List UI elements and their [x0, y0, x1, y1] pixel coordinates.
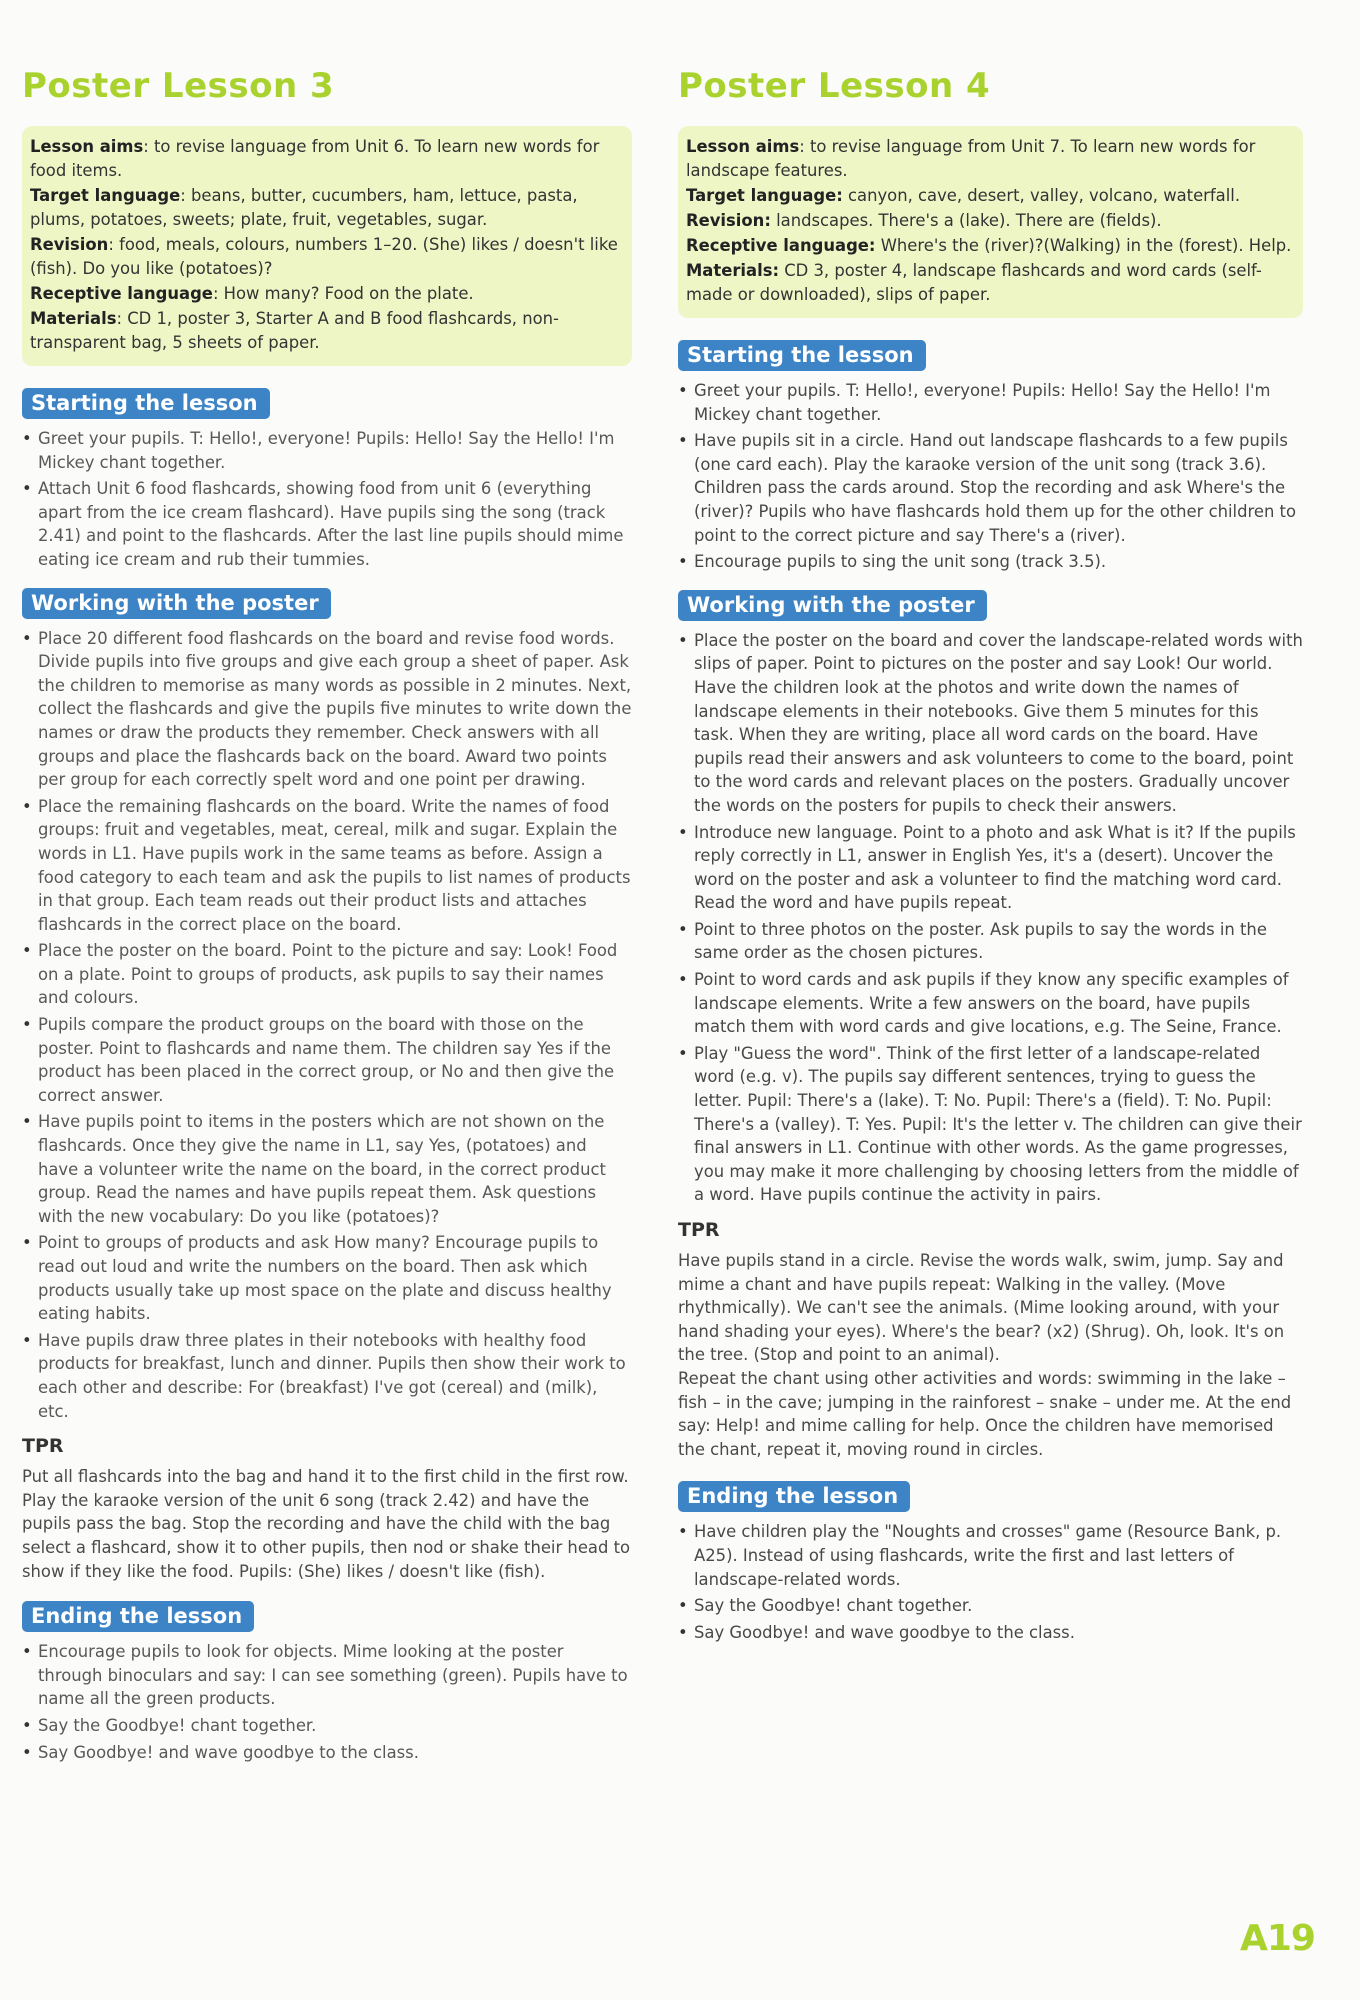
list-item: • Attach Unit 6 food flashcards, showing food from unit 6 (everything apart from the ice cream flashcard). Have pupils sing the song (track 2.41) and point to the flashcards. After the last line pupils should mime eating ice cream and rub their tummies.	[22, 477, 632, 571]
tpr-paragraph: Repeat the chant using other activities and words: swimming in the lake – fish – in the cave; jumping in the rainforest – snake – under me. At the end say: Help! and mime calling for help. Once the children have memorised the chant, repeat it, moving round in circles.	[678, 1368, 1292, 1459]
list-item: • Introduce new language. Point to a photo and ask What is it? If the pupils reply correctly in L1, answer in English Yes, it's a (desert). Uncover the word on the poster and ask a volunteer to find the matching word card. Read the word and have pupils repeat.	[678, 821, 1303, 915]
list-item: • Say the Goodbye! chant together.	[678, 1594, 1303, 1618]
target-text: canyon, cave, desert, valley, volcano, waterfall.	[842, 186, 1241, 205]
materials-label: Materials	[30, 309, 117, 328]
section-heading: Starting the lesson	[678, 340, 926, 371]
lesson-4-working-section	[678, 590, 1303, 1207]
list-item: • Greet your pupils. T: Hello!, everyone! Pupils: Hello! Say the Hello! I'm Mickey chant together.	[22, 427, 632, 474]
revision-text: : food, meals, colours, numbers 1–20. (She) likes / doesn't like (fish). Do you like (potatoes)?	[30, 235, 618, 278]
aims-text: : to revise language from Unit 7. To learn new words for landscape features.	[686, 137, 1256, 180]
list-item: • Encourage pupils to look for objects. Mime looking at the poster through binoculars and say: I can see something (green). Pupils have to name all the green products.	[22, 1640, 632, 1711]
section-heading: Working with the poster	[22, 588, 331, 619]
list-item: • Point to groups of products and ask How many? Encourage pupils to read out loud and write the numbers on the board. Then ask which products usually take up most space on the plate and discuss healthy eating habits.	[22, 1231, 632, 1325]
lesson-3-tpr-section	[22, 1433, 632, 1583]
aims-label: Lesson aims	[30, 137, 144, 156]
list-item: • Say Goodbye! and wave goodbye to the class.	[678, 1621, 1303, 1645]
target-label: Target language:	[686, 186, 843, 205]
list-item: • Pupils compare the product groups on the board with those on the poster. Point to flashcards and name them. The children say Yes if the product has been placed in the correct group, or No and then give the correct answer.	[22, 1013, 632, 1107]
list-item: • Place the remaining flashcards on the board. Write the names of food groups: fruit and vegetables, meat, cereal, milk and sugar. Explain the words in L1. Have pupils work in the same teams as before. Assign a food category to each team and ask the pupils to list names of products in that group. Each team reads out their product lists and attaches flashcards in the correct place on the board.	[22, 795, 632, 937]
list-item: • Say Goodbye! and wave goodbye to the class.	[22, 1741, 632, 1765]
tpr-heading: TPR	[22, 1435, 64, 1458]
aims-text: : to revise language from Unit 6. To learn new words for food items.	[30, 137, 600, 180]
target-text: : beans, butter, cucumbers, ham, lettuce, pasta, plums, potatoes, sweets; plate, fruit, vegetables, sugar.	[30, 186, 578, 229]
materials-label: Materials:	[686, 261, 780, 280]
receptive-label: Receptive language	[30, 284, 213, 303]
bullet-list	[22, 1640, 632, 1764]
lesson-4-tpr-section	[678, 1217, 1303, 1461]
list-item: • Encourage pupils to sing the unit song (track 3.5).	[678, 550, 1303, 574]
materials-text: CD 3, poster 4, landscape flashcards and word cards (self-made or downloaded), slips of paper.	[686, 261, 1262, 304]
list-item: • Have children play the "Noughts and crosses" game (Resource Bank, p. A25). Instead of using flashcards, write the first and last letters of landscape-related words.	[678, 1520, 1303, 1591]
target-label: Target language	[30, 186, 181, 205]
bullet-list	[22, 627, 632, 1424]
list-item: • Place the poster on the board and cover the landscape-related words with slips of paper. Point to pictures on the poster and say Look! Our world. Have the children look at the photos and write down the names of landscape elements in their notebooks. Give them 5 minutes for this task. When they are writing, place all word cards on the board. Have pupils read their answers and ask volunteers to come to the board, point to the word cards and relevant places on the posters. Gradually uncover the words on the posters for pupils to check their answers.	[678, 629, 1303, 818]
lesson-3-aims-box	[22, 126, 632, 366]
lesson-4-column	[678, 0, 1303, 1647]
bullet-list	[22, 427, 632, 572]
receptive-text: Where's the (river)?(Walking) in the (forest). Help.	[875, 236, 1292, 255]
lesson-3-title: Poster Lesson 3	[22, 66, 335, 106]
list-item: • Play "Guess the word". Think of the first letter of a landscape-related word (e.g. v). The pupils say different sentences, trying to guess the letter. Pupil: There's a (lake). T: No. Pupil: There's a (field). T: No. Pupil: There's a (valley). T: Yes. Pupil: It's the letter v. The children can give their final answers in L1. Continue with other words. As the game progresses, you may make it more challenging by choosing letters from the middle of a word. Have pupils continue the activity in pairs.	[678, 1042, 1303, 1207]
list-item: • Greet your pupils. T: Hello!, everyone! Pupils: Hello! Say the Hello! I'm Mickey chant together.	[678, 379, 1303, 426]
section-heading: Starting the lesson	[22, 388, 270, 419]
section-heading: Ending the lesson	[678, 1481, 910, 1512]
lesson-3-starting-section	[22, 388, 632, 572]
list-item: • Have pupils sit in a circle. Hand out landscape flashcards to a few pupils (one card each). Play the karaoke version of the unit song (track 3.6). Children pass the cards around. Stop the recording and ask Where's the (river)? Pupils who have flashcards hold them up for the other children to point to the correct picture and say There's a (river).	[678, 429, 1303, 547]
section-heading: Working with the poster	[678, 590, 987, 621]
lesson-4-starting-section	[678, 340, 1303, 574]
lesson-4-ending-section	[678, 1481, 1303, 1644]
bullet-list	[678, 1520, 1303, 1644]
list-item: • Point to word cards and ask pupils if they know any specific examples of landscape elements. Write a few answers on the board, have pupils match them with word cards and give locations, e.g. The Seine, France.	[678, 968, 1303, 1039]
section-heading: Ending the lesson	[22, 1601, 254, 1632]
aims-label: Lesson aims	[686, 137, 800, 156]
list-item: • Place 20 different food flashcards on the board and revise food words. Divide pupils into five groups and give each group a sheet of paper. Ask the children to memorise as many words as possible in 2 minutes. Next, collect the flashcards and give the pupils five minutes to write down the names or draw the products they remember. Check answers with all groups and place the flashcards back on the board. Award two points per group for each correctly spelt word and one point per drawing.	[22, 627, 632, 792]
revision-text: landscapes. There's a (lake). There are (fields).	[770, 211, 1162, 230]
bullet-list	[678, 379, 1303, 574]
lesson-3-working-section	[22, 588, 632, 1424]
page-number: A19	[1240, 1918, 1315, 1959]
list-item: • Have pupils draw three plates in their notebooks with healthy food products for breakfast, lunch and dinner. Pupils then show their work to each other and describe: For (breakfast) I've got (cereal) and (milk), etc.	[22, 1329, 632, 1423]
list-item: • Have pupils point to items in the posters which are not shown on the flashcards. Once they give the name in L1, say Yes, (potatoes) and have a volunteer write the name on the board, in the correct product group. Read the names and have pupils repeat them. Ask questions with the new vocabulary: Do you like (potatoes)?	[22, 1110, 632, 1228]
tpr-text	[22, 1465, 632, 1583]
receptive-text: : How many? Food on the plate.	[212, 284, 474, 303]
bullet-list	[678, 629, 1303, 1207]
list-item: • Say the Goodbye! chant together.	[22, 1714, 632, 1738]
tpr-heading: TPR	[678, 1219, 720, 1241]
lesson-3-column	[22, 0, 632, 1767]
list-item: • Point to three photos on the poster. Ask pupils to say the words in the same order as the chosen pictures.	[678, 918, 1303, 965]
tpr-paragraph: Have pupils stand in a circle. Revise the words walk, swim, jump. Say and mime a chant and have pupils repeat: Walking in the valley. (Move rhythmically). We can't see the animals. (Mime looking around, with your hand shading your eyes). Where's the bear? (x2) (Shrug). Oh, look. It's on the tree. (Stop and point to an animal).	[678, 1251, 1285, 1365]
list-item: • Place the poster on the board. Point to the picture and say: Look! Food on a plate. Point to groups of products, ask pupils to say their names and colours.	[22, 939, 632, 1010]
revision-label: Revision:	[686, 211, 771, 230]
receptive-label: Receptive language:	[686, 236, 876, 255]
revision-label: Revision	[30, 235, 109, 254]
materials-text: : CD 1, poster 3, Starter A and B food flashcards, non-transparent bag, 5 sheets of paper.	[30, 309, 559, 352]
lesson-3-ending-section	[22, 1601, 632, 1764]
tpr-text	[678, 1249, 1303, 1461]
tpr-paragraph: Put all flashcards into the bag and hand it to the first child in the first row. Play the karaoke version of the unit 6 song (track 2.42) and have the pupils pass the bag. Stop the recording and have the child with the bag select a flashcard, show it to other pupils, then nod or shake their head to show if they like the food. Pupils: (She) likes / doesn't like (fish).	[22, 1467, 631, 1581]
lesson-4-title: Poster Lesson 4	[678, 66, 991, 106]
lesson-4-aims-box	[678, 126, 1303, 318]
